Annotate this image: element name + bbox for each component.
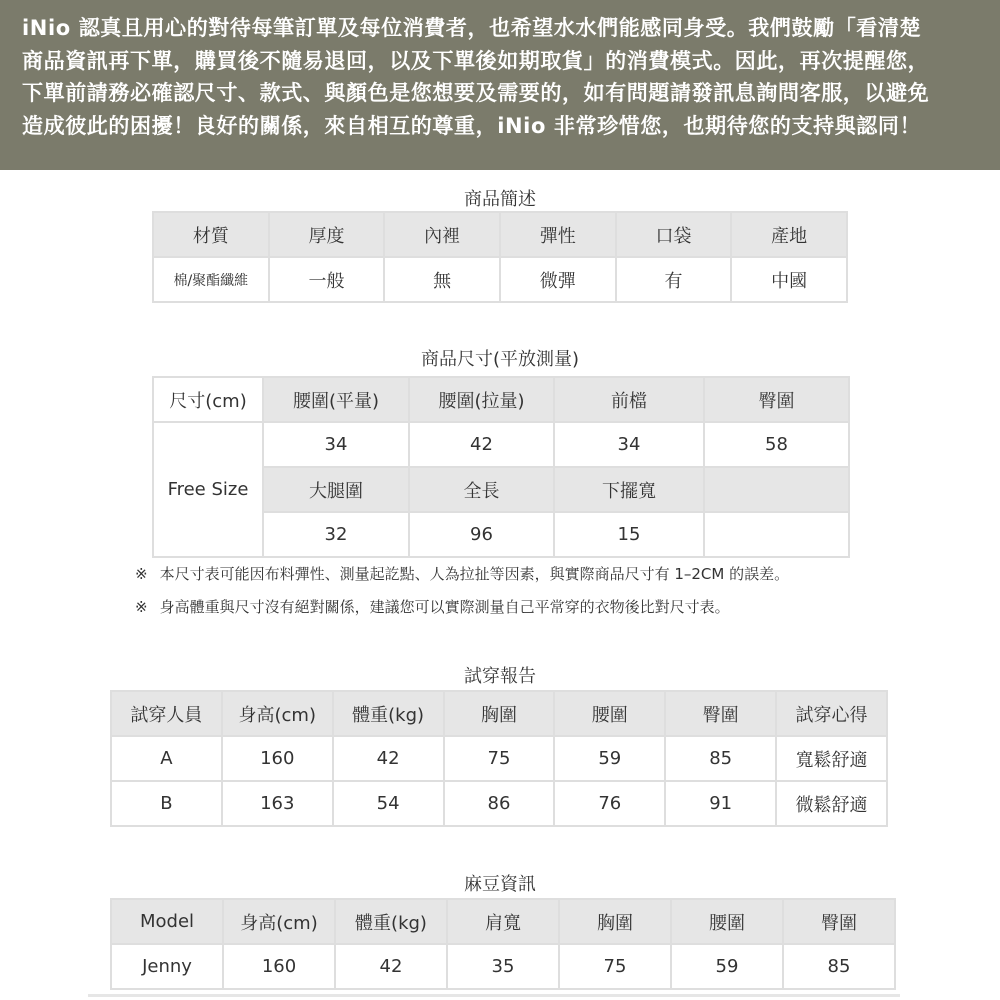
cell: 寬鬆舒適 [776,736,887,781]
cell: 85 [783,944,895,989]
header-cell: 肩寬 [447,899,559,944]
header-cell: 臀圍 [783,899,895,944]
desc-table [152,211,848,303]
notice-line: 商品資訊再下單，購買後不隨易退回，以及下單後如期取貨」的消費模式。因此，再次提醒您， [22,48,930,73]
header-cell: 全長 [409,467,554,512]
header-cell: 口袋 [616,212,732,257]
cell: 有 [616,257,732,302]
cell: 86 [444,781,555,826]
cell: 微彈 [500,257,616,302]
notice-line: iNio 認真且用心的對待每筆訂單及每位消費者，也希望水水們能感同身受。我們鼓勵「看清楚 [22,16,922,40]
cell: 91 [665,781,776,826]
header-cell: 胸圍 [444,691,555,736]
table-row [111,944,895,989]
cell: 163 [222,781,333,826]
header-cell: 體重(kg) [333,691,444,736]
cell: 59 [671,944,783,989]
header-cell: 試穿心得 [776,691,887,736]
header-cell: 腰圍 [554,691,665,736]
cell: 160 [223,944,335,989]
corner-cell: 尺寸(cm) [153,377,263,422]
header-cell: 腰圍 [671,899,783,944]
table-row [111,781,887,826]
cell: 棉/聚酯纖維 [153,257,269,302]
cell: 54 [333,781,444,826]
cell: 76 [554,781,665,826]
model-title: 麻豆資訊 [464,874,536,895]
size-note [135,596,730,617]
cell: 75 [559,944,671,989]
header-cell: 臀圍 [704,377,849,422]
header-cell: 體重(kg) [335,899,447,944]
cell: 42 [335,944,447,989]
cell: 160 [222,736,333,781]
notice-banner [0,0,1000,170]
cell: 96 [409,512,554,557]
cell: 85 [665,736,776,781]
header-cell: 前檔 [554,377,704,422]
cell: 59 [554,736,665,781]
cell: 無 [384,257,500,302]
cell: A [111,736,222,781]
notice-line: 下單前請務必確認尺寸、款式、與顏色是您想要及需要的，如有問題請發訊息詢問客服，以避免 [22,81,930,105]
header-cell: 內裡 [384,212,500,257]
cell: 34 [263,422,409,467]
table-row [153,422,849,467]
header-cell: 試穿人員 [111,691,222,736]
size-table [152,376,850,558]
notice-line: 造成彼此的困擾！良好的關係，來自相互的尊重，iNio 非常珍惜您，也期待您的支持與認同！ [22,113,922,138]
cell: Jenny [111,944,223,989]
cell [704,512,849,557]
cell: 42 [333,736,444,781]
header-cell: Model [111,899,223,944]
table-header-row [111,691,887,736]
note-mark: ※ [135,565,148,583]
cell: B [111,781,222,826]
note-text: 身高體重與尺寸沒有絕對關係，建議您可以實際測量自己平常穿的衣物後比對尺寸表。 [159,598,730,616]
table-row [153,257,847,302]
header-cell: 腰圍(平量) [263,377,409,422]
tryon-title: 試穿報告 [464,666,536,687]
header-cell: 厚度 [269,212,385,257]
size-label-cell: Free Size [153,422,263,557]
desc-title: 商品簡述 [464,189,536,210]
header-cell: 彈性 [500,212,616,257]
cell: 15 [554,512,704,557]
cell: 42 [409,422,554,467]
note-mark: ※ [135,598,148,616]
header-cell: 材質 [153,212,269,257]
header-cell: 胸圍 [559,899,671,944]
header-cell: 產地 [731,212,847,257]
cell: 35 [447,944,559,989]
header-cell: 大腿圍 [263,467,409,512]
cell: 75 [444,736,555,781]
header-cell: 臀圍 [665,691,776,736]
cell: 微鬆舒適 [776,781,887,826]
note-text: 本尺寸表可能因布料彈性、測量起訖點、人為拉扯等因素，與實際商品尺寸有 1–2CM 的誤差。 [159,565,790,583]
cell: 一般 [269,257,385,302]
header-cell: 腰圍(拉量) [409,377,554,422]
cell: 32 [263,512,409,557]
model-table [110,898,896,990]
header-cell: 身高(cm) [223,899,335,944]
header-cell: 身高(cm) [222,691,333,736]
tryon-table [110,690,888,827]
table-row [111,736,887,781]
cell: 34 [554,422,704,467]
table-header-row [153,377,849,422]
table-header-row [111,899,895,944]
table-header-row [153,212,847,257]
size-title: 商品尺寸(平放測量) [420,349,580,370]
header-cell [704,467,849,512]
cell: 58 [704,422,849,467]
size-note [135,563,789,584]
divider [88,994,900,997]
header-cell: 下擺寬 [554,467,704,512]
cell: 中國 [731,257,847,302]
